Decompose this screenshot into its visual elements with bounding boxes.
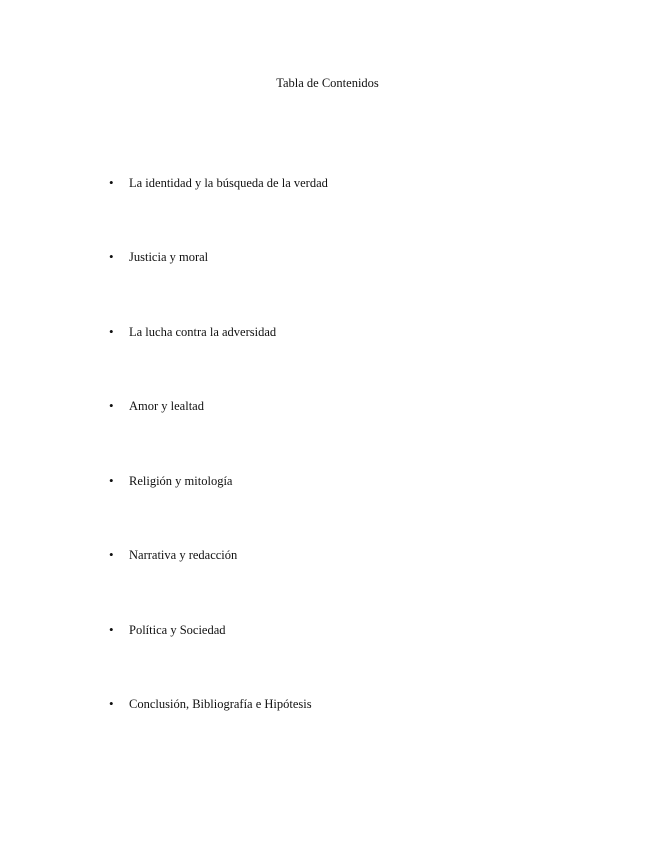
toc-item — [109, 398, 204, 414]
page-title: Tabla de Contenidos — [276, 76, 379, 90]
toc-item-label: La lucha contra la adversidad — [129, 325, 277, 339]
bullet-icon: • — [109, 249, 114, 264]
toc-item-label: Conclusión, Bibliografía e Hipótesis — [129, 697, 312, 711]
toc-item-label: Justicia y moral — [129, 250, 209, 264]
bullet-icon: • — [109, 175, 114, 190]
toc-item — [109, 547, 237, 563]
bullet-icon: • — [109, 398, 114, 413]
bullet-icon: • — [109, 324, 114, 339]
bullet-icon: • — [109, 547, 114, 562]
toc-item — [109, 324, 276, 340]
toc-item — [109, 622, 226, 638]
toc-item-label: Religión y mitología — [129, 474, 233, 488]
toc-item-label: Amor y lealtad — [129, 399, 204, 413]
bullet-icon: • — [109, 696, 114, 711]
toc-item — [109, 175, 328, 191]
bullet-icon: • — [109, 473, 114, 488]
toc-item-label: Narrativa y redacción — [129, 548, 238, 562]
toc-item-label: La identidad y la búsqueda de la verdad — [129, 176, 328, 190]
toc-item — [109, 249, 208, 265]
toc-item — [109, 473, 232, 489]
toc-item — [109, 696, 312, 712]
bullet-icon: • — [109, 622, 114, 637]
toc-item-label: Política y Sociedad — [129, 623, 226, 637]
